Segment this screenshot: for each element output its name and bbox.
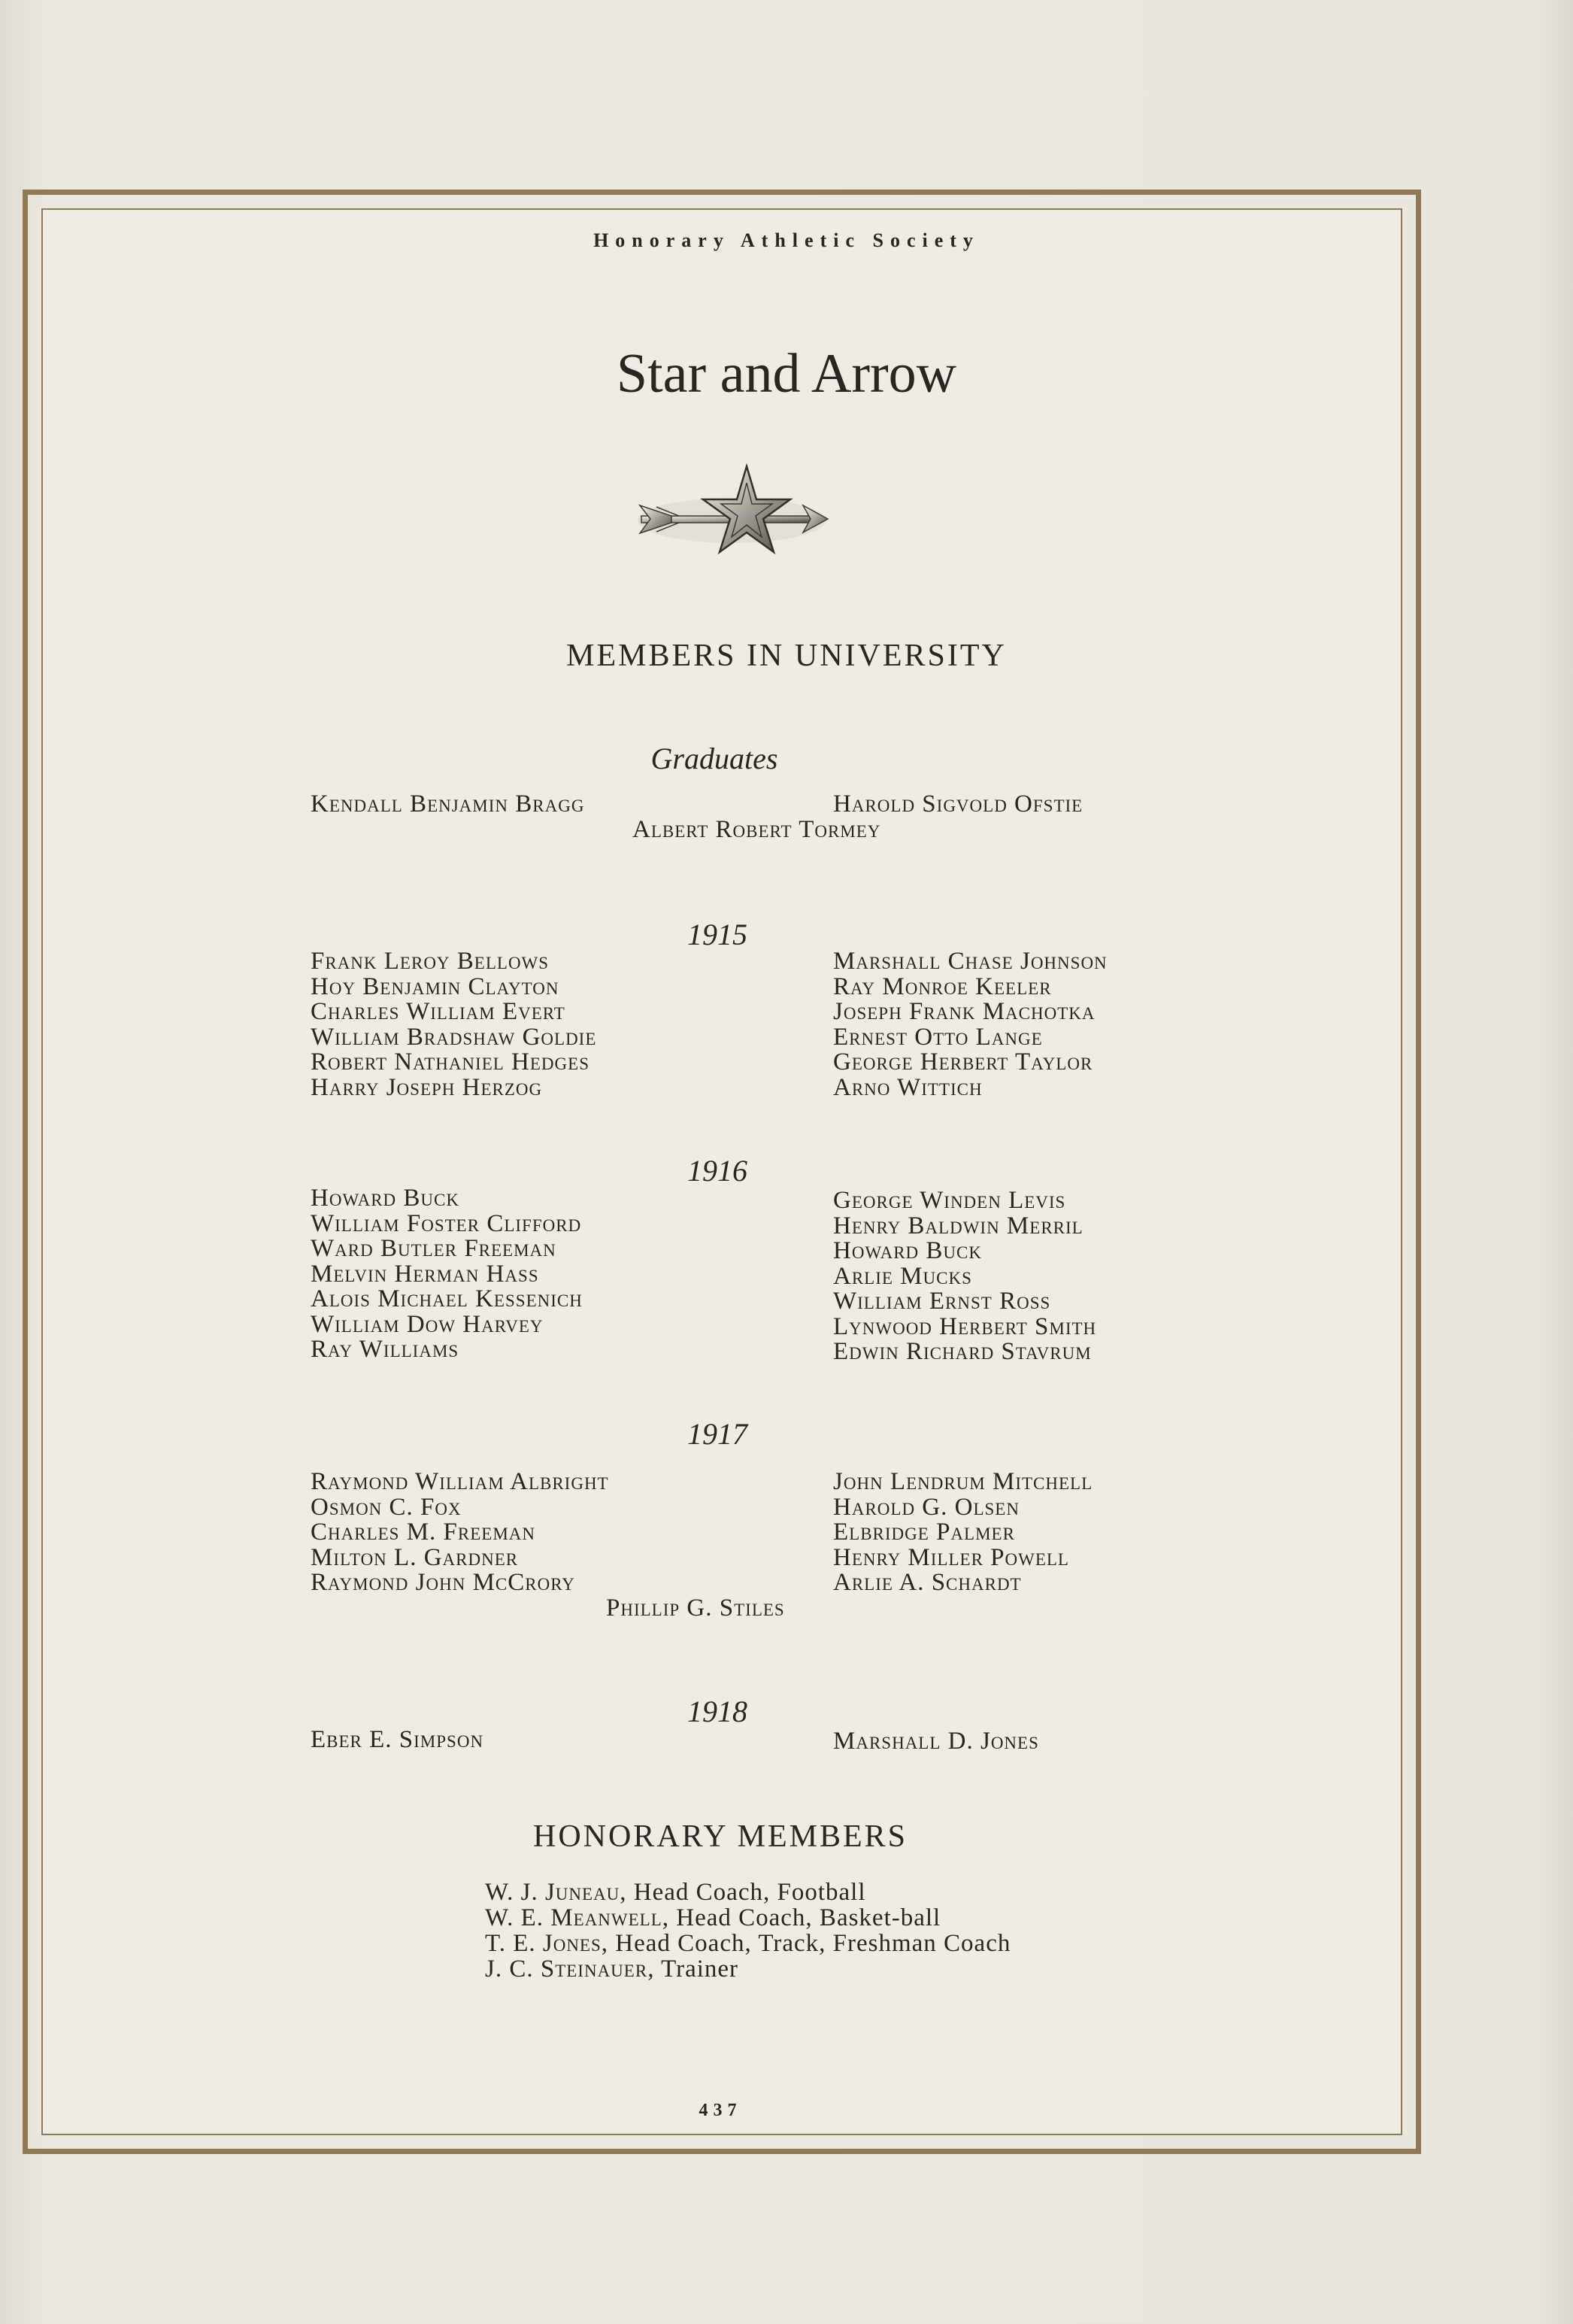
honorary-member-name: W. E. Meanwell: [485, 1904, 662, 1931]
class-1915-right-column: [833, 949, 1108, 1100]
member-name: Frank Leroy Bellows: [311, 948, 550, 975]
graduates-heading: Graduates: [650, 742, 778, 775]
member-name: Harold G. Olsen: [833, 1493, 1020, 1521]
member-name: Marshall Chase Johnson: [833, 948, 1108, 975]
member-name: Alois Michael Kessenich: [311, 1285, 583, 1312]
member-name: Robert Nathaniel Hedges: [311, 1048, 589, 1076]
honorary-member-name: W. J. Juneau: [485, 1879, 620, 1906]
class-1915-left-column: [311, 949, 596, 1100]
member-name: Kendall Benjamin Bragg: [311, 790, 585, 818]
member-name: Joseph Frank Machotka: [833, 998, 1096, 1025]
member-name: Lynwood Herbert Smith: [833, 1312, 1097, 1340]
year-heading-1917: 1917: [687, 1417, 747, 1451]
member-name: William Dow Harvey: [311, 1310, 544, 1338]
graduates-right-column: [833, 792, 1083, 818]
member-name: Howard Buck: [311, 1185, 459, 1212]
member-name: Charles M. Freeman: [311, 1518, 536, 1546]
honorary-member-name: T. E. Jones: [485, 1930, 602, 1957]
member-name: Charles William Evert: [311, 998, 565, 1025]
honorary-members-list: [485, 1880, 1011, 1982]
honorary-member: [485, 1905, 1011, 1931]
honorary-member-role: , Trainer: [647, 1955, 739, 1983]
graduates-left-column: [311, 792, 584, 818]
page-number: 437: [699, 2101, 742, 2120]
honorary-member: [485, 1956, 1011, 1982]
honorary-member-role: , Head Coach, Football: [620, 1879, 866, 1906]
class-1918-left-column: [311, 1728, 483, 1753]
page-title: Star and Arrow: [616, 343, 957, 405]
class-1917-right-column: [833, 1470, 1093, 1596]
class-1917-left-column: [311, 1470, 609, 1596]
star-and-arrow-emblem: [634, 460, 829, 558]
member-name: Howard Buck: [833, 1237, 982, 1264]
graduates-center-name: [632, 818, 880, 843]
member-name: Henry Miller Powell: [833, 1543, 1069, 1571]
member-name: Edwin Richard Stavrum: [833, 1338, 1092, 1365]
honorary-heading: HONORARY MEMBERS: [532, 1819, 908, 1854]
member-name: George Herbert Taylor: [833, 1048, 1093, 1076]
member-name: Arlie A. Schardt: [833, 1569, 1022, 1596]
honorary-member-name: J. C. Steinauer: [485, 1955, 648, 1983]
member-name: John Lendrum Mitchell: [833, 1468, 1093, 1495]
member-name: Harry Joseph Herzog: [311, 1073, 543, 1101]
member-name: Arlie Mucks: [833, 1262, 972, 1290]
member-name: Marshall D. Jones: [833, 1728, 1039, 1755]
member-name: Elbridge Palmer: [833, 1518, 1015, 1546]
members-heading: MEMBERS IN UNIVERSITY: [566, 639, 1007, 673]
member-name: Ray Monroe Keeler: [833, 972, 1052, 1000]
honorary-member: [485, 1880, 1011, 1905]
honorary-member-role: , Head Coach, Basket-ball: [662, 1904, 941, 1931]
member-name: Milton L. Gardner: [311, 1543, 519, 1571]
member-name: Hoy Benjamin Clayton: [311, 972, 559, 1000]
class-1916-left-column: [311, 1186, 583, 1363]
member-name: George Winden Levis: [833, 1187, 1066, 1214]
member-name: Osmon C. Fox: [311, 1493, 462, 1521]
member-name: Arno Wittich: [833, 1073, 983, 1101]
member-name: Ernest Otto Lange: [833, 1023, 1043, 1051]
member-name: William Ernst Ross: [833, 1288, 1051, 1315]
honorary-member: [485, 1931, 1011, 1956]
class-1918-right-column: [833, 1729, 1039, 1755]
class-1917-center-name: [606, 1596, 785, 1622]
class-1916-right-column: [833, 1188, 1096, 1365]
member-name: Phillip G. Stiles: [606, 1594, 785, 1622]
year-heading-1918: 1918: [687, 1694, 747, 1728]
year-heading-1916: 1916: [687, 1154, 747, 1188]
honorary-member-role: , Head Coach, Track, Freshman Coach: [601, 1930, 1011, 1957]
member-name: Ward Butler Freeman: [311, 1235, 556, 1262]
member-name: Albert Robert Tormey: [632, 816, 881, 843]
member-name: Ray Williams: [311, 1336, 459, 1363]
member-name: Raymond William Albright: [311, 1468, 609, 1495]
running-head: Honorary Athletic Society: [593, 229, 980, 251]
member-name: William Foster Clifford: [311, 1209, 582, 1237]
member-name: Raymond John McCrory: [311, 1569, 575, 1596]
member-name: Eber E. Simpson: [311, 1726, 484, 1753]
year-heading-1915: 1915: [687, 918, 747, 951]
member-name: Henry Baldwin Merril: [833, 1212, 1084, 1239]
member-name: William Bradshaw Goldie: [311, 1023, 597, 1051]
member-name: Melvin Herman Hass: [311, 1260, 539, 1288]
member-name: Harold Sigvold Ofstie: [833, 790, 1084, 818]
